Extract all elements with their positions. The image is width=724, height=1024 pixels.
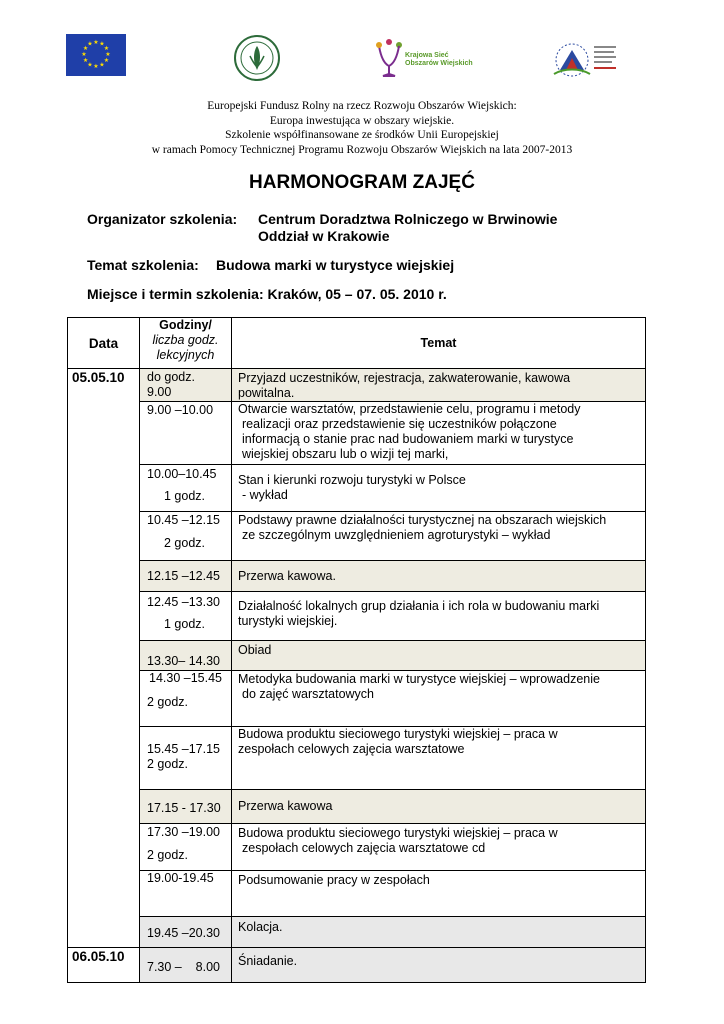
topic-text: Przerwa kawowa xyxy=(238,799,333,813)
topic-cell xyxy=(232,465,646,512)
table-row xyxy=(68,871,646,917)
topic-text: - wykład xyxy=(242,488,288,502)
hours-text: 17.15 - 17.30 xyxy=(147,801,221,815)
hours-text: 12.15 –12.45 xyxy=(147,569,220,583)
header-hours xyxy=(140,318,232,369)
header-hours-line-1: Godziny/ xyxy=(159,318,212,332)
schedule-table xyxy=(67,317,646,983)
table-row xyxy=(68,824,646,871)
hours-text: 9.00 –10.00 xyxy=(147,403,214,417)
hours-cell xyxy=(140,592,232,641)
network-logo-text-2: Obszarów Wiejskich xyxy=(405,60,473,67)
topic-label: Temat szkolenia: xyxy=(87,257,199,273)
table-row xyxy=(68,917,646,948)
hours-cell xyxy=(140,727,232,790)
hours-cell xyxy=(140,369,232,402)
svg-text:★: ★ xyxy=(82,57,89,64)
topic-text: Kolacja. xyxy=(238,920,283,934)
hours-cell xyxy=(140,824,232,871)
svg-text:★: ★ xyxy=(81,51,87,58)
logo-bar xyxy=(0,34,724,84)
topic-cell xyxy=(232,369,646,402)
topic-text: realizacji oraz przedstawienie się uczestników połączone xyxy=(242,417,557,431)
topic-cell xyxy=(232,671,646,727)
eu-flag-logo xyxy=(66,34,126,81)
hours-text: 7.30 – 8.00 xyxy=(147,960,220,974)
network-logo-text-1: Krajowa Sieć xyxy=(405,52,449,59)
prow-logo xyxy=(550,36,620,85)
topic-text: Budowa produktu sieciowego turystyki wiejskiej – praca w xyxy=(238,826,558,840)
hours-text: 19.00-19.45 xyxy=(147,871,214,885)
svg-text:★: ★ xyxy=(103,57,110,64)
hours-cell xyxy=(140,402,232,465)
topic-value: Budowa marki w turystyce wiejskiej xyxy=(216,257,455,273)
hours-text: 2 godz. xyxy=(164,536,206,550)
hours-text: 14.30 –15.45 xyxy=(149,671,222,685)
header-topic: Temat xyxy=(232,318,646,369)
topic-cell xyxy=(232,948,646,983)
topic-cell xyxy=(232,641,646,671)
topic-text: Podsumowanie pracy w zespołach xyxy=(238,873,430,887)
funding-line-2: Europa inwestująca w obszary wiejskie. xyxy=(269,114,455,127)
hours-cell xyxy=(140,512,232,561)
hours-text: 12.45 –13.30 xyxy=(147,595,220,609)
svg-text:★: ★ xyxy=(93,63,99,70)
table-header-row xyxy=(68,318,646,369)
topic-text: turystyki wiejskiej. xyxy=(238,614,338,628)
topic-text: Otwarcie warsztatów, przedstawienie celu, programu i metody xyxy=(238,402,581,416)
topic-cell xyxy=(232,512,646,561)
organizer-value-2: Oddział w Krakowie xyxy=(258,228,390,244)
topic-text: do zajęć warsztatowych xyxy=(242,687,375,701)
svg-text:★: ★ xyxy=(87,40,93,48)
topic-text: wiejskiej obszaru lub o wizji tej marki, xyxy=(242,447,449,461)
table-row xyxy=(68,465,646,512)
table-row xyxy=(68,671,646,727)
place-block xyxy=(87,286,447,303)
hours-text: 9.00 xyxy=(147,385,172,399)
topic-cell xyxy=(232,561,646,592)
svg-text:★: ★ xyxy=(82,45,89,52)
funding-line-4: w ramach Pomocy Technicznej Programu Rozwoju Obszarów Wiejskich na lata 2007-2013 xyxy=(151,143,573,156)
svg-text:★: ★ xyxy=(99,61,105,69)
topic-text: Przyjazd uczestników, rejestracja, zakwaterowanie, kawowa xyxy=(238,371,571,385)
table-row xyxy=(68,369,646,402)
network-logo xyxy=(373,38,473,83)
topic-text: Obiad xyxy=(238,643,272,657)
topic-cell xyxy=(232,727,646,790)
header-hours-line-3: lekcyjnych xyxy=(156,348,215,362)
table-row xyxy=(68,790,646,824)
topic-text: powitalna. xyxy=(238,386,295,400)
organizer-block xyxy=(87,211,557,245)
svg-text:★: ★ xyxy=(99,40,105,48)
topic-text: informacją o stanie prac nad budowaniem marki w turystyce xyxy=(242,432,574,446)
table-row xyxy=(68,727,646,790)
svg-text:★: ★ xyxy=(93,39,99,46)
topic-cell xyxy=(232,790,646,824)
hours-cell xyxy=(140,561,232,592)
hours-text: 2 godz. xyxy=(147,757,189,771)
topic-cell xyxy=(232,871,646,917)
svg-text:★: ★ xyxy=(87,61,93,69)
hours-text: 17.30 –19.00 xyxy=(147,825,220,839)
hours-text: 1 godz. xyxy=(164,489,206,503)
topic-cell xyxy=(232,402,646,465)
topic-text: ze szczególnym uwzględnieniem agroturystyki – wykład xyxy=(242,528,551,542)
organizer-value-1: Centrum Doradztwa Rolniczego w Brwinowie xyxy=(258,211,558,227)
table-row xyxy=(68,561,646,592)
hours-text: 2 godz. xyxy=(147,695,189,709)
header-date: Data xyxy=(68,318,140,369)
place-text: Miejsce i termin szkolenia: Kraków, 05 – 07. 05. 2010 r. xyxy=(87,286,447,302)
hours-cell xyxy=(140,641,232,671)
table-row xyxy=(68,402,646,465)
topic-text: Budowa produktu sieciowego turystyki wiejskiej – praca w xyxy=(238,727,558,741)
topic-cell xyxy=(232,592,646,641)
funding-line-3: Szkolenie współfinansowane ze środków Unii Europejskiej xyxy=(225,129,499,141)
table-row xyxy=(68,512,646,561)
hours-cell xyxy=(140,790,232,824)
hours-text: 10.45 –12.15 xyxy=(147,513,220,527)
topic-text: Przerwa kawowa. xyxy=(238,569,336,583)
topic-text: zespołach celowych zajęcia warsztatowe cd xyxy=(242,841,486,855)
hours-cell xyxy=(140,871,232,917)
hours-cell xyxy=(140,948,232,983)
hours-cell xyxy=(140,917,232,948)
organizer-label: Organizator szkolenia: xyxy=(87,211,238,227)
hours-text: 15.45 –17.15 xyxy=(147,742,220,756)
topic-text: Działalność lokalnych grup działania i ich rola w budowaniu marki xyxy=(238,599,600,613)
hours-text: 13.30– 14.30 xyxy=(147,654,220,668)
topic-text: Podstawy prawne działalności turystycznej na obszarach wiejskich xyxy=(238,513,607,527)
topic-cell xyxy=(232,917,646,948)
table-row xyxy=(68,948,646,983)
date-cell: 05.05.10 xyxy=(68,369,140,948)
svg-text:★: ★ xyxy=(105,51,111,58)
ministry-seal-logo xyxy=(233,34,281,87)
hours-text: 2 godz. xyxy=(147,848,189,862)
table-row xyxy=(68,641,646,671)
funding-header xyxy=(0,99,724,157)
svg-text:★: ★ xyxy=(103,45,110,52)
topic-text: Śniadanie. xyxy=(238,954,298,968)
hours-text: 10.00–10.45 xyxy=(147,467,217,481)
funding-line-1: Europejski Fundusz Rolny na rzecz Rozwoju Obszarów Wiejskich: xyxy=(207,100,517,112)
topic-text: zespołach celowych zajęcia warsztatowe xyxy=(238,742,465,756)
date-cell: 06.05.10 xyxy=(68,948,140,983)
topic-cell xyxy=(232,824,646,871)
header-hours-line-2: liczba godz. xyxy=(152,333,219,347)
table-row xyxy=(68,592,646,641)
hours-text: do godz. xyxy=(147,370,195,384)
hours-cell xyxy=(140,465,232,512)
topic-block xyxy=(87,257,454,274)
topic-text: Stan i kierunki rozwoju turystyki w Polsce xyxy=(238,473,466,487)
hours-text: 19.45 –20.30 xyxy=(147,926,220,940)
hours-text: 1 godz. xyxy=(164,617,206,631)
hours-cell xyxy=(140,671,232,727)
topic-text: Metodyka budowania marki w turystyce wiejskiej – wprowadzenie xyxy=(238,672,600,686)
document-title: HARMONOGRAM ZAJĘĆ xyxy=(249,172,475,193)
